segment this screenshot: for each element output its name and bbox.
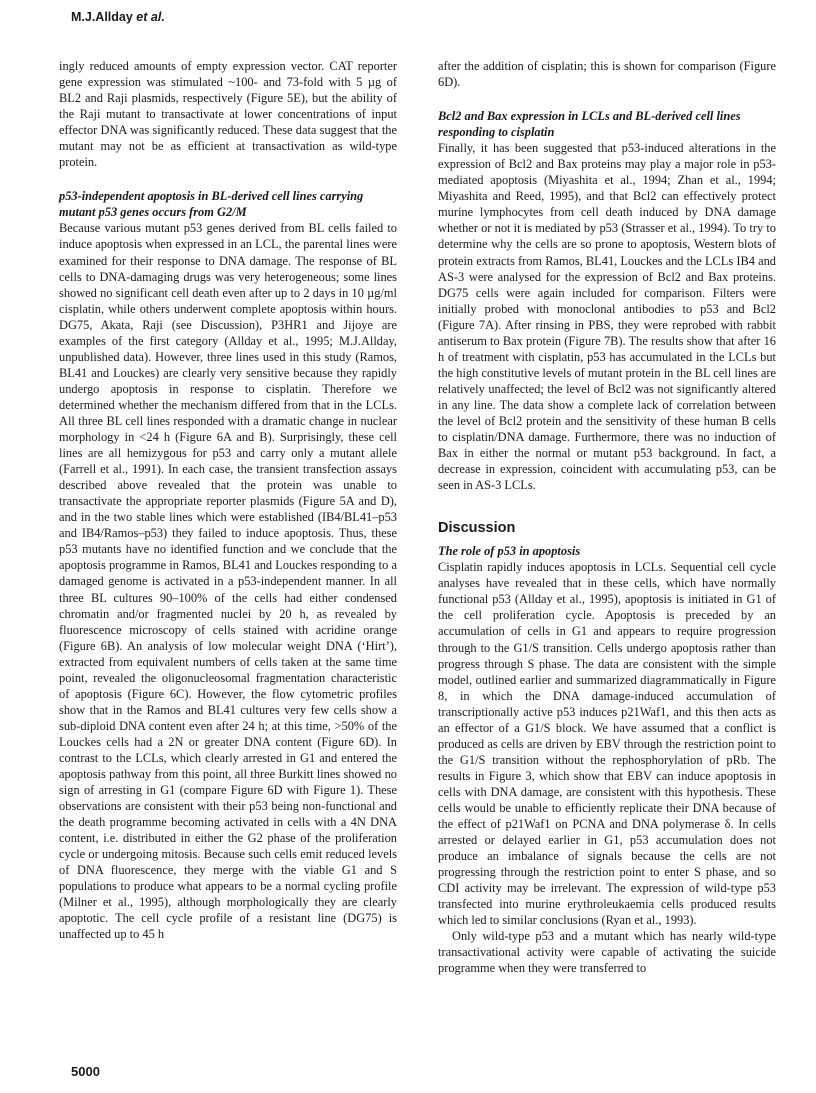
page-number: 5000 bbox=[71, 1064, 100, 1079]
header-author: M.J.Allday bbox=[71, 10, 133, 24]
discussion-heading: Discussion bbox=[438, 520, 516, 537]
paragraph: after the addition of cisplatin; this is shown for comparison (Figure 6D). bbox=[438, 59, 776, 90]
left-column bbox=[59, 58, 397, 943]
paragraph: Because various mutant p53 genes derived from BL cells failed to induce apoptosis when expressed in an LCL, the parental lines were examined for their response to DNA damage. The response of BL cells to DNA-damaging drugs was very heterogeneous; some lines showed no significant cell death even after up to 2 days in 10 µg/ml cisplatin, while others underwent complete apoptosis within hours. DG75, Akata, Raji (see Discussion), P3HR1 and Jijoye are examples of the first category (Allday et al., 1995; M.J.Allday, unpublished data). However, three lines used in this study (Ramos, BL41 and Louckes) are clearly very sensitive because they rapidly undergo apoptosis in response to cisplatin. Therefore we determined whether the mechanism differed from that in the LCLs. All three BL cell lines responded with a dramatic change in nuclear morphology in <24 h (Figure 6A and B). Surprisingly, these cell lines are all hemizygous for p53 and carry only a mutant allele (Farrell et al., 1991). In each case, the transient transfection assays described above revealed that the protein was unable to transactivate the appropriate reporter plasmids (Figure 5A and D), and in the two stable lines which were established (IB4/BL41–p53 and IB4/Ramos–p53) they failed to induce apoptosis. Thus, these p53 mutants have no identified function and we conclude that the apoptosis programme in Ramos, BL41 and Louckes responding to a damaged genome is activated in a p53-independent manner. In all three BL cultures 90–100% of the cells had either condensed chromatin and/or fragmented nuclei by 20 h, as revealed by fluorescence microscopy of cells stained with acridine orange (Figure 6B). An analysis of low molecular weight DNA (‘Hirt’), extracted from equivalent numbers of cells taken at the same time point, revealed the oligonucleosomal fragmentation characteristic of apoptosis (Figure 6C). However, the flow cytometric profiles show that in the Ramos and BL41 cultures very few cells show a sub-diploid DNA content even after 24 h; at this time, >50% of the Louckes cells had a 2N or greater DNA content (Figure 6D). In contrast to the LCLs, which clearly arrested in G1 and entered the apoptosis pathway from this point, all three Burkitt lines showed no sign of arresting in G1 (compare Figure 6D with Figure 1). These observations are consistent with their p53 being non-functional and the death programme becoming activated in cells with a 4N DNA content, i.e. distributed in either the G2 phase of the proliferation cycle or undergoing mitosis. Because such cells emit reduced levels of DNA fluorescence, they merge with the viable G1 and S populations to produce what appears to be a normal cycling profile (Milner et al., 1995), although morphologically they are clearly apoptotic. The cell cycle profile of a resistant line (DG75) is unaffected up to 45 h bbox=[59, 221, 397, 942]
header-etal: et al. bbox=[132, 10, 165, 24]
subsection-heading: The role of p53 in apoptosis bbox=[438, 544, 581, 559]
section-heading: Bcl2 and Bax expression in LCLs and BL-derived cell lines responding to cisplatin bbox=[438, 109, 741, 140]
right-column bbox=[438, 58, 776, 976]
paragraph: ingly reduced amounts of empty expression vector. CAT reporter gene expression was stimulated ~100- and 73-fold with 5 µg of BL2 and Raji plasmids, respectively (Figure 5E), but the ability of the Raji mutant to transactivate at lower concentrations of input effector DNA was significantly reduced. These data suggest that the mutant may not be as efficient at transactivation as wild-type protein. bbox=[59, 59, 397, 170]
paragraph: Finally, it has been suggested that p53-induced alterations in the expression of Bcl2 and Bax proteins may play a major role in p53-mediated apoptosis (Miyashita et al., 1994; Zhan et al., 1994; Miyashita and Reed, 1995), and that Bcl2 can effectively protect murine lymphocytes from cell death induced by DNA damage whether or not it is mediated by p53 (Strasser et al., 1994). To try to determine why the cells are so prone to apoptosis, Western blots of protein extracts from Ramos, BL41, Louckes and the LCLs IB4 and AS-3 were analysed for the expression of Bcl2 and Bax proteins. DG75 cells were again included for comparison. Filters were initially probed with monoclonal antibodies to p53 and Bcl2 (Figure 7A). After rinsing in PBS, they were reprobed with rabbit antiserum to Bax protein (Figure 7B). The results show that after 16 h of treatment with cisplatin, p53 has accumulated in the LCLs but the high constitutive levels of mutant protein in the BL cell lines are relatively unaffected; the level of Bcl2 was not significantly altered in any line. The data show a complete lack of correlation between the level of Bcl2 protein and the sensitivity of these human B cells to cisplatin/DNA damage. Furthermore, there was no induction of Bax in either the normal or mutant p53 background. In fact, a decrease in expression, coincident with accumulating p53, can be seen in AS-3 LCLs. bbox=[438, 141, 776, 493]
paragraph: Cisplatin rapidly induces apoptosis in LCLs. Sequential cell cycle analyses have revealed that in these cells, which have normally functional p53 (Allday et al., 1995), apoptosis is initiated in G1 of the cell proliferation cycle. Apoptosis is preceded by an accumulation of cells in G1 and appears to require progression through to the G1/S transition. Cells undergo apoptosis rather than progress through S phase. The data are consistent with the simple model, outlined earlier and summarized diagrammatically in Figure 8, in which the DNA damage-induced accumulation of transcriptionally active p53 induces p21Waf1, and this then acts as an effector of a G1/S block. We have assumed that a conflict is produced as cells are driven by EBV through the restriction point to the G1/S transition without the rephosphorylation of pRb. The results in Figure 3, which show that EBV can induce apoptosis in cells with DNA damage, are consistent with this hypothesis. These cells would be unable to efficiently replicate their DNA because of the effect of p21Waf1 on PCNA and DNA polymerase δ. In cells arrested or delayed earlier in G1, p53 accumulation does not produce an imbalance of signals because the cells are not progressing through the restriction point to enter S phase, and so CDI activity may be irrelevant. The expression of wild-type p53 transfected into murine erythroleukaemia cells produced results which led to similar conclusions (Ryan et al., 1993). bbox=[438, 560, 776, 928]
running-header bbox=[71, 10, 165, 24]
paragraph: Only wild-type p53 and a mutant which has nearly wild-type transactivational activity were capable of activating the suicide programme when they were transferred to bbox=[438, 929, 776, 976]
section-heading: p53-independent apoptosis in BL-derived cell lines carrying mutant p53 genes occurs from G2/M bbox=[59, 189, 364, 220]
